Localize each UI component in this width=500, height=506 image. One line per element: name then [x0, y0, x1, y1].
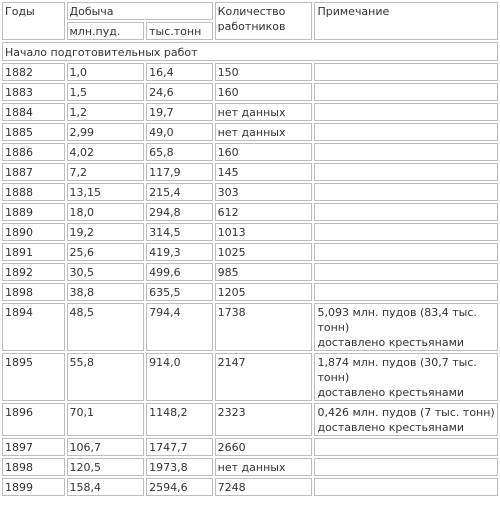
year-cell: 1884 — [2, 103, 65, 121]
note-line: 0,426 млн. пудов (7 тыс. тонн) — [317, 406, 495, 419]
thousand-tonnes-cell: 65,8 — [146, 143, 213, 161]
thousand-tonnes-cell: 419,3 — [146, 243, 213, 261]
year-cell: 1885 — [2, 123, 65, 141]
year-cell: 1892 — [2, 263, 65, 281]
table-row — [2, 478, 498, 496]
header-workers: Количество работников — [215, 2, 313, 40]
workers-cell: 2147 — [215, 353, 313, 401]
workers-cell: 303 — [215, 183, 313, 201]
workers-cell: 160 — [215, 83, 313, 101]
thousand-tonnes-cell: 1973,8 — [146, 458, 213, 476]
year-cell: 1886 — [2, 143, 65, 161]
note-line: доставлено крестьянами — [317, 386, 465, 399]
workers-cell: 1205 — [215, 283, 313, 301]
note-cell — [314, 478, 498, 496]
workers-cell: 150 — [215, 63, 313, 81]
note-cell — [314, 163, 498, 181]
mln-pud-cell: 55,8 — [67, 353, 145, 401]
mln-pud-cell: 48,5 — [67, 303, 145, 351]
workers-cell: 1025 — [215, 243, 313, 261]
note-cell — [314, 223, 498, 241]
note-cell — [314, 83, 498, 101]
table-row — [2, 263, 498, 281]
workers-cell: 145 — [215, 163, 313, 181]
thousand-tonnes-cell: 24,6 — [146, 83, 213, 101]
thousand-tonnes-cell: 1148,2 — [146, 403, 213, 436]
mln-pud-cell: 2,99 — [67, 123, 145, 141]
mln-pud-cell: 158,4 — [67, 478, 145, 496]
thousand-tonnes-cell: 2594,6 — [146, 478, 213, 496]
table-row — [2, 403, 498, 436]
workers-cell: 160 — [215, 143, 313, 161]
thousand-tonnes-cell: 19,7 — [146, 103, 213, 121]
year-cell: 1883 — [2, 83, 65, 101]
table-row — [2, 353, 498, 401]
year-cell: 1899 — [2, 478, 65, 496]
mln-pud-cell: 38,8 — [67, 283, 145, 301]
note-cell — [314, 243, 498, 261]
section-label: Начало подготовительных работ — [2, 42, 498, 61]
note-cell — [314, 143, 498, 161]
table-row — [2, 303, 498, 351]
table-row — [2, 458, 498, 476]
table-row — [2, 123, 498, 141]
note-line: доставлено крестьянами — [317, 421, 465, 434]
table-body — [2, 2, 498, 496]
note-cell — [314, 303, 498, 351]
note-cell — [314, 403, 498, 436]
thousand-tonnes-cell: 117,9 — [146, 163, 213, 181]
header-thousand-tonnes: тыс.тонн — [146, 22, 213, 40]
mln-pud-cell: 18,0 — [67, 203, 145, 221]
table-row — [2, 163, 498, 181]
year-cell: 1898 — [2, 458, 65, 476]
note-cell — [314, 353, 498, 401]
workers-cell: 7248 — [215, 478, 313, 496]
workers-cell: нет данных — [215, 123, 313, 141]
note-line: 1,874 млн. пудов (30,7 тыс. тонн) — [317, 356, 477, 384]
year-cell: 1887 — [2, 163, 65, 181]
year-cell: 1888 — [2, 183, 65, 201]
year-cell: 1890 — [2, 223, 65, 241]
note-cell — [314, 283, 498, 301]
note-cell — [314, 263, 498, 281]
thousand-tonnes-cell: 499,6 — [146, 263, 213, 281]
mln-pud-cell: 13,15 — [67, 183, 145, 201]
year-cell: 1882 — [2, 63, 65, 81]
section-row — [2, 42, 498, 61]
workers-cell: 2323 — [215, 403, 313, 436]
note-cell — [314, 63, 498, 81]
thousand-tonnes-cell: 635,5 — [146, 283, 213, 301]
note-cell — [314, 438, 498, 456]
note-cell — [314, 183, 498, 201]
year-cell: 1889 — [2, 203, 65, 221]
year-cell: 1894 — [2, 303, 65, 351]
workers-cell: нет данных — [215, 458, 313, 476]
mln-pud-cell: 19,2 — [67, 223, 145, 241]
year-cell: 1895 — [2, 353, 65, 401]
thousand-tonnes-cell: 1747,7 — [146, 438, 213, 456]
workers-cell: нет данных — [215, 103, 313, 121]
table-row — [2, 103, 498, 121]
table-row — [2, 203, 498, 221]
table-row — [2, 83, 498, 101]
workers-cell: 1013 — [215, 223, 313, 241]
mln-pud-cell: 106,7 — [67, 438, 145, 456]
note-cell — [314, 123, 498, 141]
mln-pud-cell: 4,02 — [67, 143, 145, 161]
year-cell: 1897 — [2, 438, 65, 456]
thousand-tonnes-cell: 294,8 — [146, 203, 213, 221]
table-row — [2, 143, 498, 161]
mln-pud-cell: 70,1 — [67, 403, 145, 436]
thousand-tonnes-cell: 314,5 — [146, 223, 213, 241]
mln-pud-cell: 25,6 — [67, 243, 145, 261]
workers-cell: 612 — [215, 203, 313, 221]
mln-pud-cell: 1,0 — [67, 63, 145, 81]
year-cell: 1891 — [2, 243, 65, 261]
header-year: Годы — [2, 2, 65, 40]
workers-cell: 2660 — [215, 438, 313, 456]
table-row — [2, 283, 498, 301]
mln-pud-cell: 1,5 — [67, 83, 145, 101]
note-cell — [314, 203, 498, 221]
mln-pud-cell: 1,2 — [67, 103, 145, 121]
mln-pud-cell: 7,2 — [67, 163, 145, 181]
year-cell: 1896 — [2, 403, 65, 436]
thousand-tonnes-cell: 16,4 — [146, 63, 213, 81]
thousand-tonnes-cell: 914,0 — [146, 353, 213, 401]
note-line: доставлено крестьянами — [317, 336, 465, 349]
workers-cell: 985 — [215, 263, 313, 281]
thousand-tonnes-cell: 49,0 — [146, 123, 213, 141]
thousand-tonnes-cell: 794,4 — [146, 303, 213, 351]
note-cell — [314, 458, 498, 476]
thousand-tonnes-cell: 215,4 — [146, 183, 213, 201]
mln-pud-cell: 30,5 — [67, 263, 145, 281]
year-cell: 1898 — [2, 283, 65, 301]
table-row — [2, 243, 498, 261]
mln-pud-cell: 120,5 — [67, 458, 145, 476]
table-row — [2, 183, 498, 201]
header-note: Примечание — [314, 2, 498, 40]
table-row — [2, 223, 498, 241]
header-production: Добыча — [67, 2, 213, 20]
header-row — [2, 2, 498, 20]
table-row — [2, 63, 498, 81]
workers-cell: 1738 — [215, 303, 313, 351]
note-line: 5,093 млн. пудов (83,4 тыс. тонн) — [317, 306, 477, 334]
note-cell — [314, 103, 498, 121]
table-row — [2, 438, 498, 456]
header-mln-pud: млн.пуд. — [67, 22, 145, 40]
